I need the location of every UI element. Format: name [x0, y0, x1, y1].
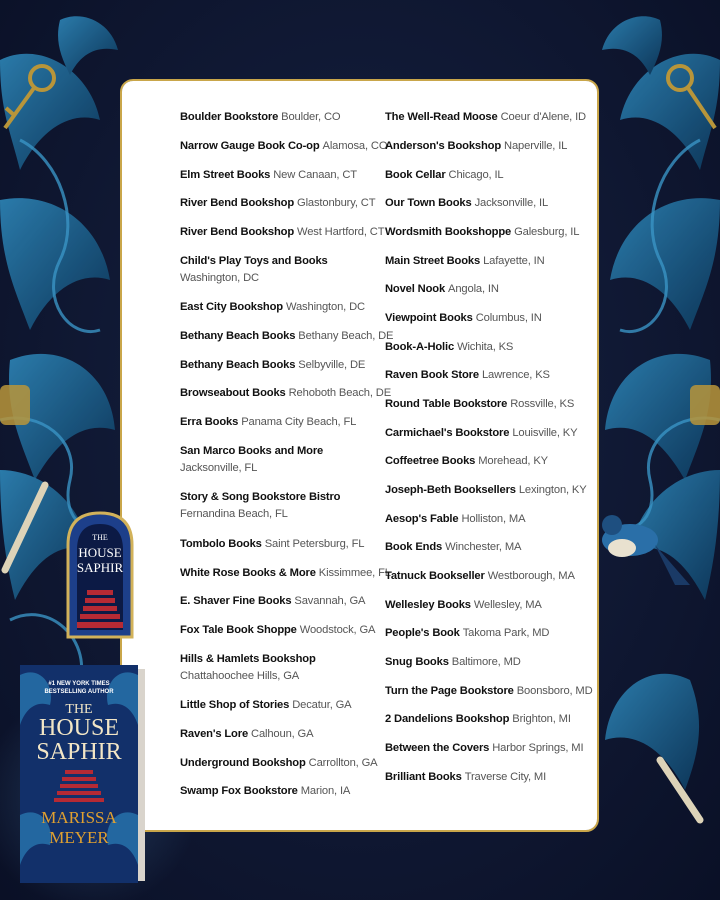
store-location: Savannah, GA [294, 595, 366, 607]
store-location: Winchester, MA [445, 541, 522, 553]
store-name: Our Town Books [385, 197, 472, 209]
store-location: Alamosa, CO [322, 140, 388, 152]
list-item [180, 489, 385, 523]
store-name: East City Bookshop [180, 301, 283, 313]
book-title-line3: SAPHIR [36, 739, 122, 765]
store-location: Washington, DC [180, 272, 259, 284]
list-item [385, 769, 595, 786]
list-item [385, 195, 595, 212]
list-item [180, 783, 385, 800]
store-name: Tombolo Books [180, 538, 262, 550]
store-name: People's Book [385, 627, 460, 639]
store-location: Jacksonville, IL [474, 197, 549, 209]
list-item [385, 625, 595, 642]
list-item [385, 396, 595, 413]
store-location: Lawrence, KS [481, 369, 550, 381]
store-location: Lexington, KY [518, 484, 587, 496]
list-item [180, 253, 385, 287]
store-location: Jacksonville, FL [180, 462, 258, 474]
store-name: The Well-Read Moose [385, 111, 498, 123]
store-name: Child's Play Toys and Books [180, 255, 328, 267]
store-location: New Canaan, CT [273, 169, 357, 181]
store-location: Kissimmee, FL [318, 567, 391, 579]
list-item [180, 651, 385, 685]
store-location: Saint Petersburg, FL [264, 538, 365, 550]
store-name: San Marco Books and More [180, 445, 324, 457]
list-item [180, 195, 385, 212]
store-name: 2 Dandelions Bookshop [385, 713, 510, 725]
store-name: Erra Books [180, 416, 239, 428]
store-location: Angola, IN [448, 283, 499, 295]
store-location: Wichita, KS [457, 341, 514, 353]
list-item [180, 299, 385, 316]
list-item [385, 367, 595, 384]
store-location: Traverse City, MI [464, 771, 547, 783]
list-item [385, 683, 595, 700]
list-item [180, 328, 394, 345]
list-item [180, 414, 385, 431]
store-location: Rehoboth Beach, DE [288, 387, 392, 399]
store-name: Tatnuck Bookseller [385, 570, 485, 582]
book-author-line1: MARISSA [41, 808, 117, 827]
list-item [180, 593, 385, 610]
list-item [385, 740, 595, 757]
store-location: Carrollton, GA [308, 757, 378, 769]
store-location: Harbor Springs, MI [492, 742, 584, 754]
store-location: Calhoun, GA [251, 728, 314, 740]
book-top-line1: #1 NEW YORK TIMES [48, 681, 110, 687]
store-location: Chicago, IL [448, 169, 504, 181]
store-location: Brighton, MI [512, 713, 571, 725]
list-item [180, 224, 385, 241]
badge-line3: SAPHIR [76, 560, 124, 575]
store-name: Aesop's Fable [385, 513, 459, 525]
list-item [180, 443, 385, 477]
list-item [180, 167, 385, 184]
store-location: Holliston, MA [461, 513, 526, 525]
store-location: Lafayette, IN [483, 255, 545, 267]
store-name: Snug Books [385, 656, 449, 668]
list-item [385, 482, 595, 499]
store-location: Washington, DC [285, 301, 365, 313]
list-item [385, 425, 595, 442]
store-location: Panama City Beach, FL [241, 416, 357, 428]
store-location: Glastonbury, CT [297, 197, 376, 209]
list-item [180, 385, 392, 402]
store-name: Viewpoint Books [385, 312, 473, 324]
store-location: Takoma Park, MD [462, 627, 550, 639]
store-name: Bethany Beach Books [180, 359, 296, 371]
store-location: Boulder, CO [281, 111, 341, 123]
list-item [180, 357, 385, 374]
store-name: Wordsmith Bookshoppe [385, 226, 512, 238]
list-item [385, 253, 595, 270]
list-item [385, 453, 595, 470]
store-location: Chattahoochee Hills, GA [180, 670, 300, 682]
store-name: Wellesley Books [385, 599, 471, 611]
list-item [385, 511, 595, 528]
store-name: Book Cellar [385, 169, 446, 181]
store-name: Joseph-Beth Booksellers [385, 484, 516, 496]
store-name: River Bend Bookshop [180, 226, 295, 238]
store-location: Baltimore, MD [451, 656, 521, 668]
list-item [180, 622, 385, 639]
store-name: Little Shop of Stories [180, 699, 290, 711]
list-item [385, 339, 595, 356]
book-title-line2: HOUSE [38, 715, 120, 741]
list-item [385, 654, 595, 671]
store-location: Woodstock, GA [299, 624, 376, 636]
list-item [180, 565, 391, 582]
store-location: Boonsboro, MD [516, 685, 593, 697]
list-item [180, 697, 385, 714]
store-location: Marion, IA [300, 785, 351, 797]
store-name: Round Table Bookstore [385, 398, 508, 410]
list-item [385, 711, 595, 728]
store-name: River Bend Bookshop [180, 197, 295, 209]
store-location: Coeur d'Alene, ID [500, 111, 586, 123]
store-name: Boulder Bookstore [180, 111, 279, 123]
list-item [385, 281, 595, 298]
stores-panel [120, 79, 599, 832]
store-name: E. Shaver Fine Books [180, 595, 292, 607]
store-name: Between the Covers [385, 742, 490, 754]
store-location: Morehead, KY [478, 455, 548, 467]
list-item [180, 755, 385, 772]
list-item [385, 597, 595, 614]
store-location: Selbyville, DE [298, 359, 366, 371]
list-item [385, 224, 595, 241]
store-name: Swamp Fox Bookstore [180, 785, 298, 797]
book-author-line2: MEYER [49, 828, 109, 847]
store-name: Browseabout Books [180, 387, 286, 399]
store-location: Naperville, IL [504, 140, 568, 152]
store-name: White Rose Books & More [180, 567, 316, 579]
store-name: Elm Street Books [180, 169, 271, 181]
list-item [180, 726, 385, 743]
store-name: Main Street Books [385, 255, 481, 267]
list-item [180, 109, 385, 126]
store-name: Coffeetree Books [385, 455, 476, 467]
store-location: West Hartford, CT [297, 226, 385, 238]
store-name: Fox Tale Book Shoppe [180, 624, 297, 636]
store-name: Raven's Lore [180, 728, 249, 740]
list-item [385, 310, 595, 327]
store-name: Book-A-Holic [385, 341, 455, 353]
store-location: Westborough, MA [487, 570, 575, 582]
store-name: Bethany Beach Books [180, 330, 296, 342]
list-item [385, 568, 595, 585]
store-name: Carmichael's Bookstore [385, 427, 510, 439]
store-location: Bethany Beach, DE [298, 330, 394, 342]
book-cover [20, 665, 145, 883]
store-location: Galesburg, IL [514, 226, 580, 238]
store-location: Louisville, KY [512, 427, 578, 439]
store-name: Book Ends [385, 541, 443, 553]
store-location: Columbus, IN [475, 312, 542, 324]
book-title-line1: THE [65, 702, 93, 717]
store-location: Rossville, KS [510, 398, 575, 410]
house-saphir-badge [65, 510, 135, 640]
store-name: Novel Nook [385, 283, 446, 295]
badge-line1: THE [92, 533, 108, 542]
list-item [385, 167, 595, 184]
store-location: Decatur, GA [292, 699, 352, 711]
store-name: Raven Book Store [385, 369, 479, 381]
store-name: Narrow Gauge Book Co-op [180, 140, 320, 152]
list-item [385, 109, 595, 126]
store-name: Anderson's Bookshop [385, 140, 502, 152]
badge-line2: HOUSE [78, 545, 122, 560]
store-name: Turn the Page Bookstore [385, 685, 514, 697]
list-item [180, 536, 385, 553]
store-name: Hills & Hamlets Bookshop [180, 653, 316, 665]
store-name: Underground Bookshop [180, 757, 306, 769]
list-item [385, 138, 595, 155]
store-name: Story & Song Bookstore Bistro [180, 491, 341, 503]
book-top-line2: BESTSELLING AUTHOR [44, 689, 114, 695]
store-location: Fernandina Beach, FL [180, 508, 288, 520]
store-name: Brilliant Books [385, 771, 462, 783]
store-location: Wellesley, MA [473, 599, 542, 611]
list-item [385, 539, 595, 556]
list-item [180, 138, 388, 155]
